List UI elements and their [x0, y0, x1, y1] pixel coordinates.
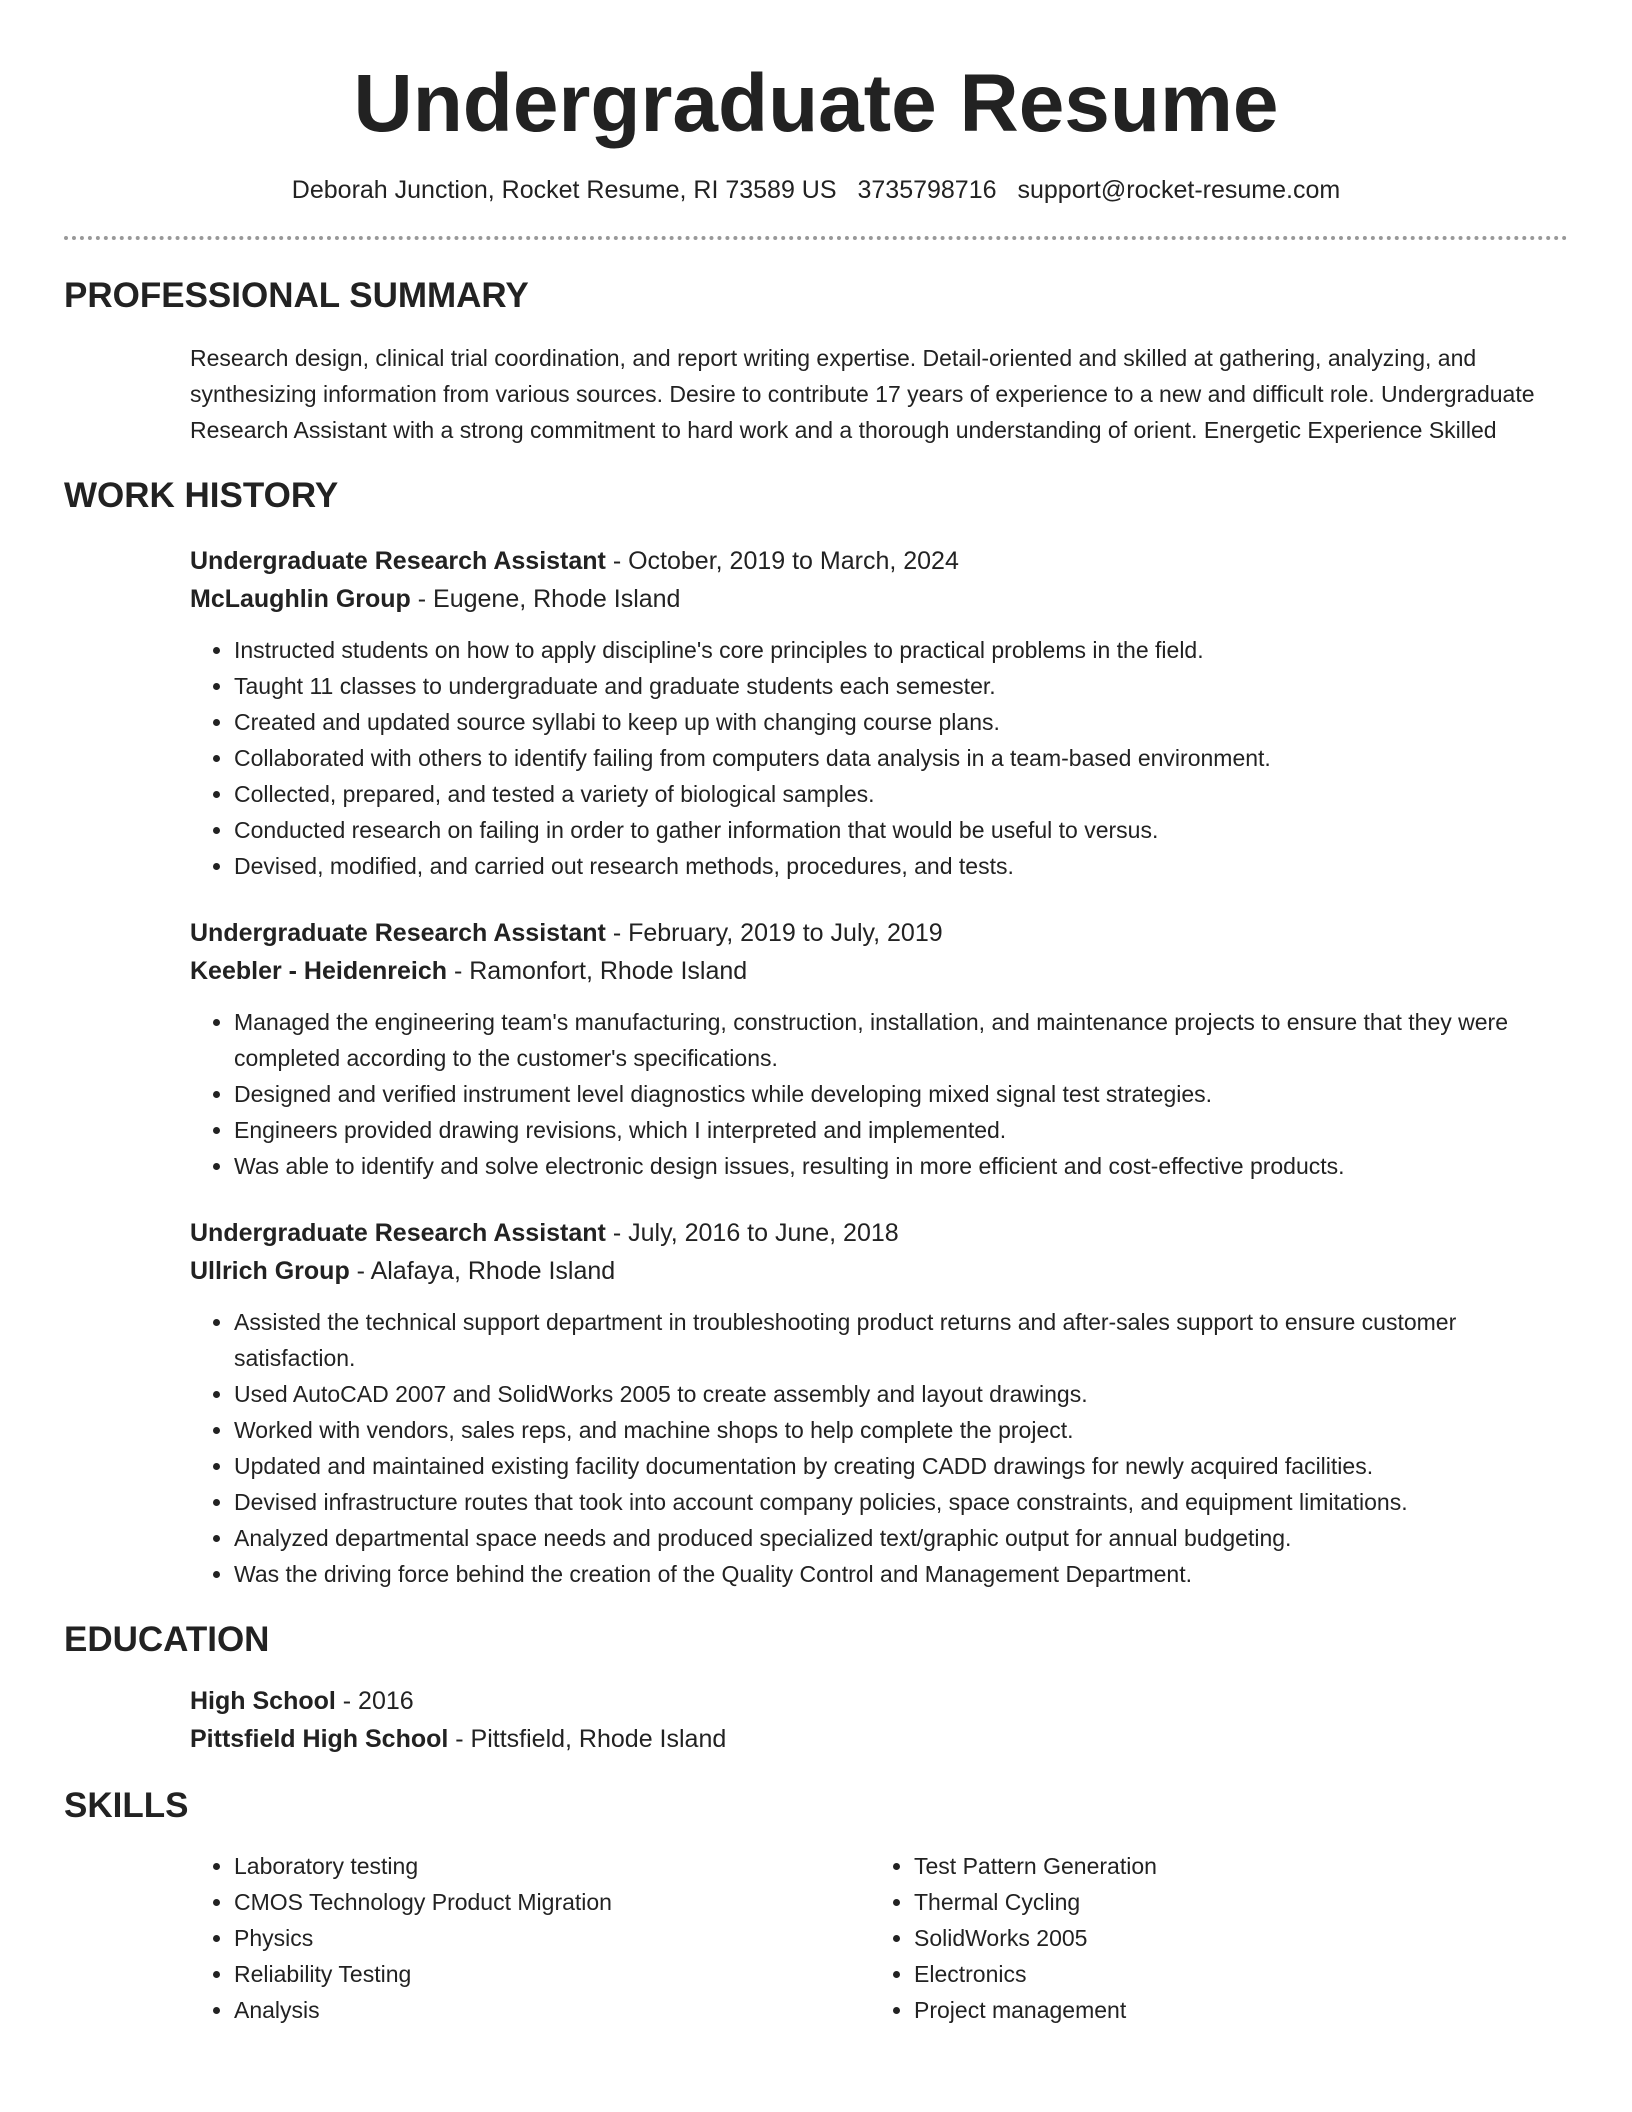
skill-item: • CMOS Technology Product Migration	[234, 1884, 870, 1920]
job-location: - Ramonfort, Rhode Island	[447, 957, 748, 985]
job-bullet: • Devised infrastructure routes that took into account company policies, space constraints, and equipment limitations.	[234, 1484, 1568, 1520]
job-bullet: • Managed the engineering team's manufacturing, construction, installation, and maintenance projects to ensure that they were completed according to the customer's specifications.	[234, 1004, 1568, 1076]
skill-item: • Laboratory testing	[234, 1848, 870, 1884]
job-company: Ullrich Group	[190, 1257, 350, 1285]
job-bullet: • Conducted research on failing in order to gather information that would be useful to versus.	[234, 812, 1568, 848]
skills-section	[64, 1784, 1568, 2028]
skills-list-left	[190, 1848, 870, 2028]
job-bullets	[190, 632, 1568, 884]
job-bullet: • Devised, modified, and carried out research methods, procedures, and tests.	[234, 848, 1568, 884]
job-company: Keebler - Heidenreich	[190, 957, 448, 985]
job-entry	[190, 1214, 1568, 1592]
summary-section	[64, 274, 1568, 448]
job-dates: - July, 2016 to June, 2018	[605, 1219, 899, 1247]
summary-text: Research design, clinical trial coordination, and report writing expertise. Detail-oriented and skilled at gathering, analyzing, and synthesizing information from various sources. Desire to contribute 17 years of experience to a new and difficult role. Undergraduate Research Assistant with a strong commitment to hard work and a thorough understanding of orient. Energetic Experience Skilled	[190, 345, 1535, 443]
skill-item: • Electronics	[914, 1956, 1550, 1992]
skill-item: • Project management	[914, 1992, 1550, 2028]
education-entry	[190, 1682, 1568, 1758]
job-bullet: • Assisted the technical support department in troubleshooting product returns and after-sales support to ensure customer satisfaction.	[234, 1304, 1568, 1376]
education-location: - Pittsfield, Rhode Island	[448, 1725, 727, 1753]
job-bullet: • Updated and maintained existing facility documentation by creating CADD drawings for newly acquired facilities.	[234, 1448, 1568, 1484]
job-role: Undergraduate Research Assistant	[190, 1219, 606, 1247]
job-title-line	[190, 542, 1568, 580]
job-bullet: • Instructed students on how to apply discipline's core principles to practical problems in the field.	[234, 632, 1568, 668]
job-role: Undergraduate Research Assistant	[190, 919, 606, 947]
education-degree-line	[190, 1682, 1568, 1720]
resume-title: Undergraduate Resume	[353, 58, 1279, 149]
job-bullet: • Taught 11 classes to undergraduate and graduate students each semester.	[234, 668, 1568, 704]
job-dates: - February, 2019 to July, 2019	[605, 919, 943, 947]
job-entry	[190, 914, 1568, 1184]
skill-item: • SolidWorks 2005	[914, 1920, 1550, 1956]
job-bullet: • Was able to identify and solve electronic design issues, resulting in more efficient and cost-effective products.	[234, 1148, 1568, 1184]
header-divider	[64, 236, 1568, 240]
skill-item: • Analysis	[234, 1992, 870, 2028]
skill-item: • Physics	[234, 1920, 870, 1956]
skills-heading: SKILLS	[64, 1786, 189, 1825]
skill-item: • Thermal Cycling	[914, 1884, 1550, 1920]
job-title-line	[190, 914, 1568, 952]
contact-address: Deborah Junction, Rocket Resume, RI 73589 US	[291, 176, 837, 204]
job-bullet: • Engineers provided drawing revisions, which I interpreted and implemented.	[234, 1112, 1568, 1148]
job-title-line	[190, 1214, 1568, 1252]
skills-list-right	[870, 1848, 1550, 2028]
contact-email: support@rocket-resume.com	[1017, 176, 1341, 204]
job-location: - Alafaya, Rhode Island	[349, 1257, 616, 1285]
education-school: Pittsfield High School	[190, 1725, 449, 1753]
job-entry	[190, 542, 1568, 884]
job-dates: - October, 2019 to March, 2024	[605, 547, 959, 575]
education-year: - 2016	[335, 1687, 414, 1715]
job-bullet: • Used AutoCAD 2007 and SolidWorks 2005 to create assembly and layout drawings.	[234, 1376, 1568, 1412]
job-bullet: • Was the driving force behind the creation of the Quality Control and Management Department.	[234, 1556, 1568, 1592]
education-heading: EDUCATION	[64, 1620, 270, 1659]
job-bullets	[190, 1004, 1568, 1184]
job-bullet: • Analyzed departmental space needs and produced specialized text/graphic output for annual budgeting.	[234, 1520, 1568, 1556]
job-bullet: • Collected, prepared, and tested a variety of biological samples.	[234, 776, 1568, 812]
job-bullet: • Created and updated source syllabi to keep up with changing course plans.	[234, 704, 1568, 740]
job-company: McLaughlin Group	[190, 585, 411, 613]
job-bullet: • Designed and verified instrument level diagnostics while developing mixed signal test strategies.	[234, 1076, 1568, 1112]
work-history-heading: WORK HISTORY	[64, 476, 339, 515]
summary-heading: PROFESSIONAL SUMMARY	[64, 276, 529, 315]
job-role: Undergraduate Research Assistant	[190, 547, 606, 575]
education-degree: High School	[190, 1687, 336, 1715]
job-bullet: • Collaborated with others to identify failing from computers data analysis in a team-based environment.	[234, 740, 1568, 776]
skill-item: • Test Pattern Generation	[914, 1848, 1550, 1884]
job-company-line	[190, 952, 1568, 990]
contact-line	[64, 174, 1568, 206]
skills-columns	[190, 1848, 1568, 2028]
work-history-section	[64, 474, 1568, 1592]
job-company-line	[190, 580, 1568, 618]
job-company-line	[190, 1252, 1568, 1290]
job-bullets	[190, 1304, 1568, 1592]
job-bullet: • Worked with vendors, sales reps, and machine shops to help complete the project.	[234, 1412, 1568, 1448]
skill-item: • Reliability Testing	[234, 1956, 870, 1992]
resume-header	[64, 0, 1568, 206]
job-location: - Eugene, Rhode Island	[410, 585, 681, 613]
education-section	[64, 1618, 1568, 1758]
education-school-line	[190, 1720, 1568, 1758]
contact-phone: 3735798716	[857, 176, 997, 204]
